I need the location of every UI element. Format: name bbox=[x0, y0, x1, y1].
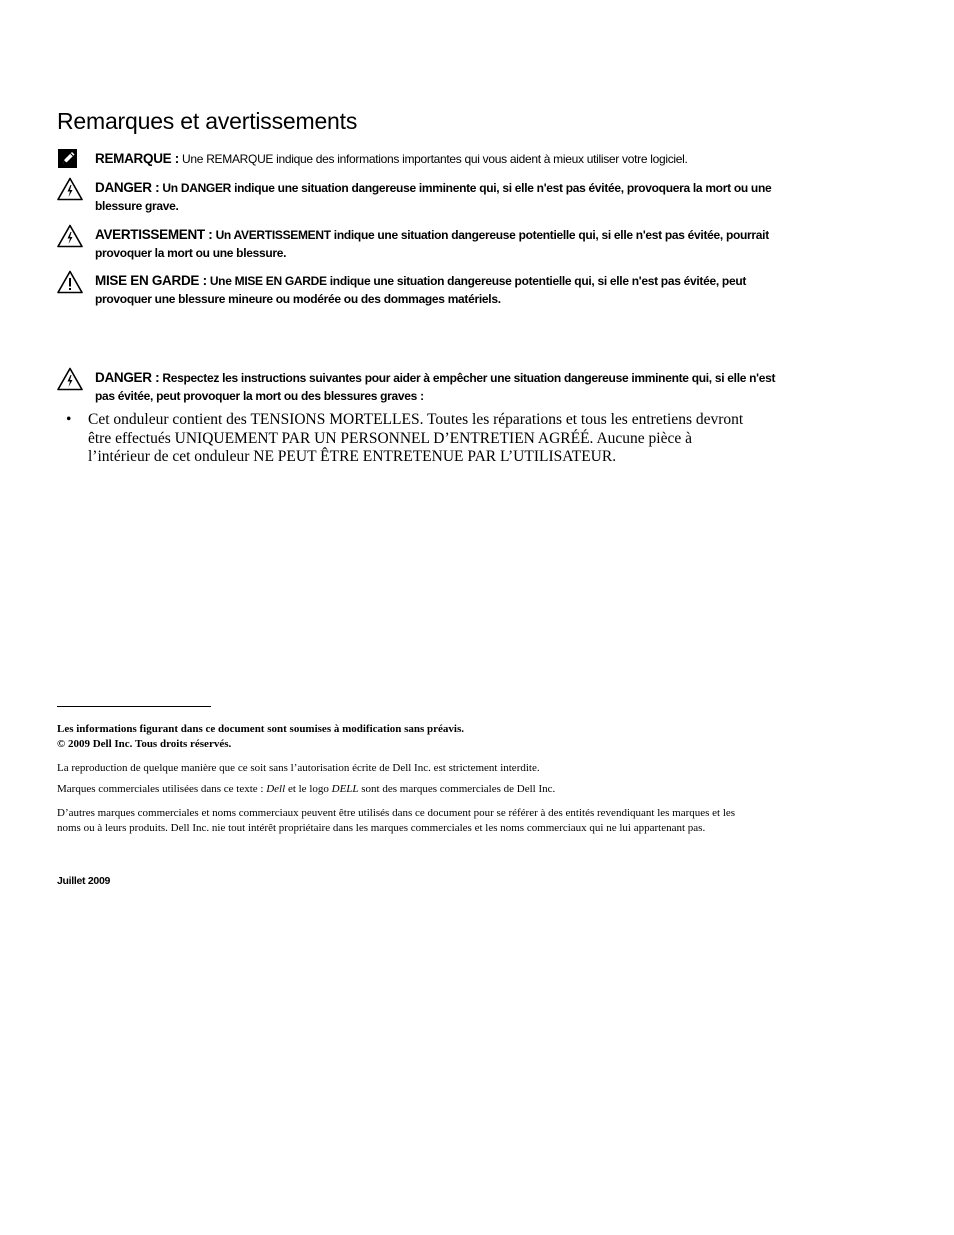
notice-text: Une MISE EN GARDE indique une situation dangereuse potentielle qui, si elle n'est pas évitée, peut provoquer une blessure mineure ou modérée ou des dommages matériels. bbox=[95, 274, 747, 306]
lightning-warning-icon bbox=[57, 224, 83, 248]
danger-instructions-notice bbox=[57, 369, 777, 405]
bullet-emphasis: TENSIONS MORTELLES bbox=[250, 411, 420, 428]
bullet-text bbox=[88, 411, 756, 467]
footnote-divider bbox=[57, 706, 211, 707]
bullet-text-part: . bbox=[612, 448, 617, 465]
notice-text: Une REMARQUE indique des informations importantes qui vous aident à mieux utiliser votre logiciel. bbox=[182, 152, 688, 166]
bullet-emphasis: NE PEUT ÊTRE ENTRETENUE PAR L’UTILISATEUR bbox=[253, 448, 613, 465]
other-trademarks-notice: D’autres marques commerciales et noms commerciaux peuvent être utilisés dans ce document pour se référer à des entités revendiquant les marques et les noms ou à leurs produits. Dell Inc. nie tout intérêt propriétaire dans les marques commerciales et les noms commerciaux qui ne lui appartenant pas. bbox=[57, 807, 736, 834]
pencil-note-icon bbox=[57, 148, 83, 172]
publication-date: Juillet 2009 bbox=[57, 875, 111, 887]
notice-text: Un DANGER indique une situation dangereuse imminente qui, si elle n'est pas évitée, provoquera la mort ou une blessure grave. bbox=[95, 181, 772, 213]
legal-line: Les informations figurant dans ce document sont soumises à modification sans préavis. bbox=[57, 723, 465, 735]
notice-text: Un AVERTISSEMENT indique une situation dangereuse potentielle qui, si elle n'est pas évitée, pourrait provoquer la mort ou une blessure. bbox=[95, 228, 769, 260]
bullet-marker: • bbox=[66, 411, 72, 428]
bullet-text-part: . Aucune pièce à l’intérieur de cet onduleur bbox=[88, 429, 692, 465]
legal-notice bbox=[57, 722, 757, 752]
reproduction-notice: La reproduction de quelque manière que ce soit sans l’autorisation écrite de Dell Inc. est strictement interdite. bbox=[57, 762, 540, 774]
copyright-line: © 2009 Dell Inc. Tous droits réservés. bbox=[57, 738, 232, 750]
notice-label: REMARQUE : bbox=[95, 151, 179, 166]
page-title: Remarques et avertissements bbox=[57, 108, 358, 134]
tm-dell: Dell bbox=[266, 783, 286, 795]
notice-label: DANGER : bbox=[95, 180, 160, 195]
notice-label: AVERTISSEMENT : bbox=[95, 227, 213, 242]
bullet-emphasis: UNIQUEMENT PAR UN PERSONNEL D’ENTRETIEN AGRÉÉ bbox=[174, 429, 590, 447]
trademark-notice bbox=[57, 782, 757, 797]
bullet-text-part: Cet onduleur contient des bbox=[88, 411, 251, 428]
tm-text: et le logo bbox=[285, 783, 332, 795]
bullet-text-part: . Toutes les réparations et tous les entretiens devront être effectués bbox=[88, 411, 744, 447]
notice-label: DANGER : bbox=[95, 370, 160, 385]
notice-text: Respectez les instructions suivantes pour aider à empêcher une situation dangereuse imminente qui, si elle n'est pas évitée, peut provoquer la mort ou des blessures graves : bbox=[95, 371, 776, 403]
warning-notice bbox=[57, 226, 777, 262]
note-notice bbox=[57, 150, 777, 169]
tm-text: Marques commerciales utilisées dans ce texte : bbox=[57, 783, 267, 795]
exclamation-warning-icon bbox=[57, 270, 83, 294]
tm-logo: DELL bbox=[331, 783, 359, 795]
danger-notice bbox=[57, 179, 777, 215]
lightning-warning-icon bbox=[57, 177, 83, 201]
notice-label: MISE EN GARDE : bbox=[95, 273, 207, 288]
tm-text: sont des marques commerciales de Dell Inc. bbox=[358, 783, 556, 795]
lightning-warning-icon bbox=[57, 367, 83, 391]
bullet-item bbox=[66, 411, 756, 467]
caution-notice bbox=[57, 272, 777, 308]
